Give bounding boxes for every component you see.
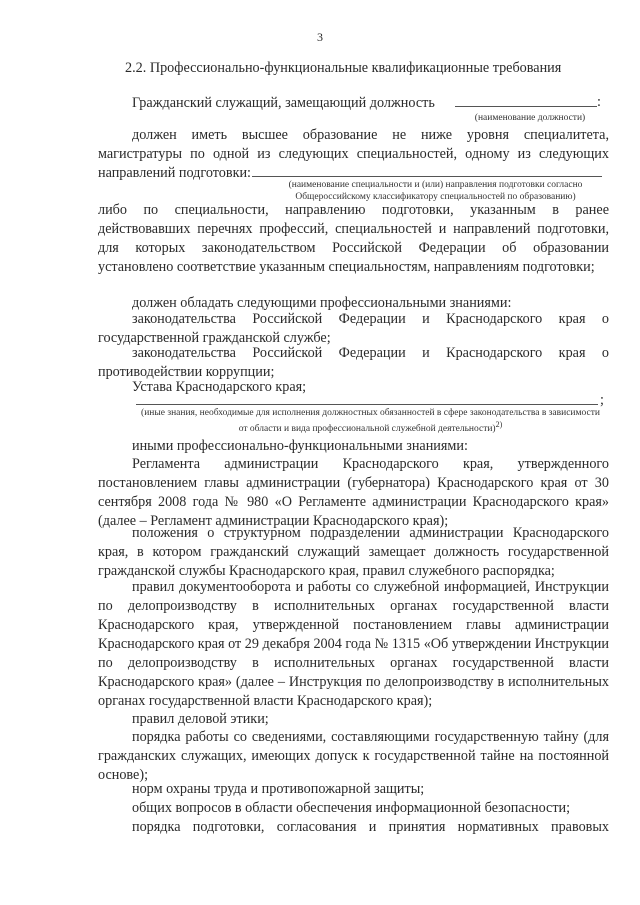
reglament-item: Регламента администрации Краснодарского края, утвержденного постановлением главы администрации (губернатора) Краснодарского края от 30 сентября 2008 года № 980 «О Регламенте администрации Краснодарского края» (далее – Регламент администрации Краснодарского края);	[98, 456, 609, 529]
page-number: 3	[317, 30, 323, 44]
other-knowledge-caption	[138, 407, 603, 435]
other-knowledge-semicolon: ;	[600, 392, 604, 408]
knowledge-intro: должен обладать следующими профессиональными знаниями:	[132, 295, 512, 311]
state-secret-item: порядка работы со сведениями, составляющими государственную тайну (для гражданских служащих, имеющих допуск к государственной тайне на постоянной основе);	[98, 729, 609, 783]
law-corruption: законодательства Российской Федерации и Краснодарского края о противодействии коррупции;	[98, 345, 609, 380]
position-colon: :	[597, 94, 601, 110]
krai-charter: Устава Краснодарского края;	[132, 379, 307, 395]
labor-safety-item: норм охраны труда и противопожарной защиты;	[132, 781, 425, 797]
law-civil-service: законодательства Российской Федерации и Краснодарского края о государственной гражданской службе;	[98, 311, 609, 346]
civil-servant-text: Гражданский служащий, замещающий должность	[132, 95, 435, 111]
infosec-item: общих вопросов в области обеспечения информационной безопасности;	[132, 800, 571, 816]
ethics-item: правил деловой этики;	[132, 711, 269, 727]
alt-specialty-paragraph: либо по специальности, направлению подготовки, указанным в ранее действовавших перечнях профессий, специальностей и направлений подготовки, для которых законодательством Российской Федерации об образовании установлено соответствие указанным специальностям, направлениям подготовки;	[98, 202, 609, 275]
civil-servant-line	[98, 94, 609, 113]
position-blank	[455, 106, 597, 107]
position-caption: (наименование должности)	[474, 113, 586, 123]
other-knowledge-caption-text: (иные знания, необходимые для исполнения должностных обязанностей в сфере законодательства в зависимости от области и вида профессиональной служебной деятельности)	[141, 408, 600, 435]
education-blank	[252, 176, 602, 177]
footnote-ref: 2)	[495, 420, 503, 429]
education-caption: (наименование специальности и (или) направления подготовки согласно Общероссийскому классификатору специальностей по образованию)	[288, 180, 583, 202]
other-knowledge-blank	[136, 404, 598, 405]
docflow-item: правил документооборота и работы со служебной информацией, Инструкции по делопроизводству в исполнительных органах государственной власти Краснодарского края, утвержденной постановлением главы администрации Краснодарского края от 29 декабря 2004 года № 1315 «Об утверждении Инструкции по делопроизводству в исполнительных органах государственной власти Краснодарского края» (далее – Инструкция по делопроизводству в исполнительных органах государственной власти Краснодарского края);	[98, 579, 609, 709]
legal-acts-item: порядка подготовки, согласования и принятия нормативных правовых	[132, 819, 609, 835]
other-knowledge-intro: иными профессионально-функциональными знаниями:	[132, 438, 468, 454]
structural-unit-item: положения о структурном подразделении администрации Краснодарского края, в котором гражданский служащий замещает должность государственной гражданской службы Краснодарского края, правил служебного распорядка;	[98, 525, 609, 579]
education-paragraph: должен иметь высшее образование не ниже уровня специалитета, магистратуры по одной из следующих специальностей, одному из следующих направлений подготовки:	[98, 127, 609, 181]
section-heading: 2.2. Профессионально-функциональные квалификационные требования	[125, 60, 562, 76]
